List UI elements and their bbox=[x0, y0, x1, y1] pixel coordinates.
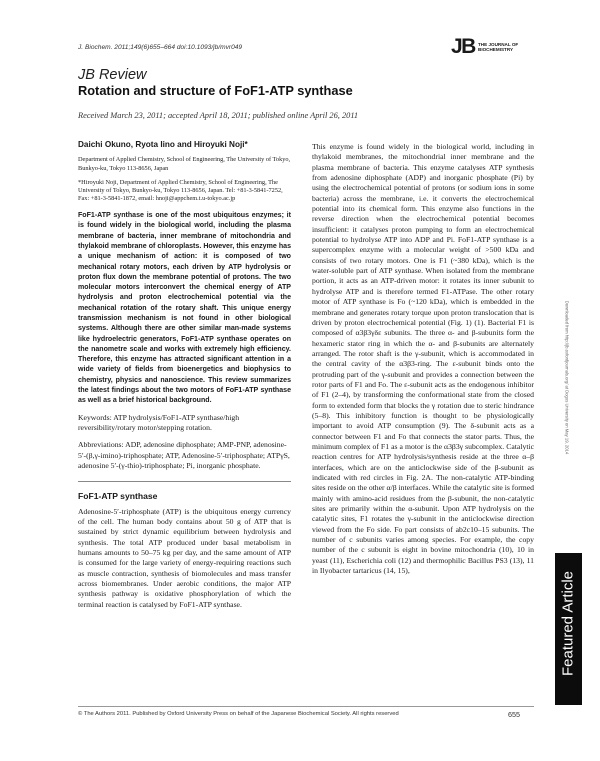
journal-citation: J. Biochem. 2011;149(6)655–664 doi:10.1093/jb/mvr049 bbox=[78, 44, 243, 51]
left-column bbox=[78, 140, 291, 610]
abbreviations: Abbreviations: ADP, adenosine diphosphate; AMP-PNP, adenosine-5′-(β,γ-imino)-triphosphate; ATP, Adenosine-5′-triphosphate; ATPγS, adenosine 5′-(γ-thio)-triphosphate; Pi, inorganic phosphate. bbox=[78, 440, 290, 471]
copyright-notice: © The Authors 2011. Published by Oxford University Press on behalf of the Japanese Biochemical Society. All rights reserved bbox=[78, 711, 399, 717]
footer-divider bbox=[78, 706, 534, 707]
abstract: FoF1-ATP synthase is one of the most ubiquitous enzymes; it is found widely in the biological world, including the plasma membrane of bacteria, inner membrane of mitochondria and thylakoid membrane of chloroplasts. However, this enzyme has a unique mechanism of action: it is composed of two mechanical rotary motors, each driven by ATP hydrolysis or proton flux down the membrane potential of protons. The two molecular motors interconvert the chemical energy of ATP hydrolysis and proton electrochemical potential via the mechanical rotation of the rotary shaft. This unique energy transmission mechanism is not found in other biological systems. Although there are other similar man-made systems like hydroelectric generators, FoF1-ATP synthase operates on the nanometre scale and works with extremely high efficiency. Therefore, this enzyme has attracted significant attention in a wide variety of fields from bioenergetics and biophysics to chemistry, physics and nanoscience. This review summarizes the latest findings about the two motors of FoF1-ATP synthase as well as a brief historical background. bbox=[78, 212, 291, 405]
section-body: Adenosine-5′-triphosphate (ATP) is the ubiquitous energy currency of the cell. The human body contains about 50 g of ATP that is sustained by strict dynamic equilibrium between hydrolysis and synthesis. The total ATP produced under basal metabolism in humans amounts to 50–75 kg per day, and the same amount of ATP is consumed for the large variety of energy-requiring reactions such as muscle contraction, synthesis of biomolecules and mass transfer across biomembranes. Under aerobic conditions, the major ATP synthesis pathway is oxidative phosphorylation of which the terminal reaction is catalysed by FoF1-ATP synthase. bbox=[78, 506, 291, 609]
right-column-body: This enzyme is found widely in the biological world, including in thylakoid membranes, the mitochondrial inner membrane and the plasma membrane of bacteria. This enzyme catalyses ATP synthesis from adenosine diphosphate (ADP) and inorganic phosphate (Pi) by using the electrochemical potential of protons (or sodium ions in some bacteria) across the membrane, i.e. it converts the electrochemical potential into its chemical form. This enzyme also functions in the reverse direction when the electrochemical potential becomes insufficient: it catalyses proton pumping to form an electrochemical potential to hydrolyse ATP into ADP and Pi. FoF1-ATP synthase is a supercomplex enzyme with a molecular weight of >500 kDa and consists of two rotary motors. One is F1 (~380 kDa), which is the water-soluble part of ATP synthase. When isolated from the membrane portion, it acts as an ATP-driven motor: it rotates its inner subunit to hydrolyse ATP and is therefore termed F1-ATPase. The other rotary motor of ATP synthase is Fo (~120 kDa), which is embedded in the membrane and generates rotary torque upon proton translocation that is driven by proton electrochemical potential (Fig. 1) (1). Bacterial F1 is composed of α3β3γδε subunits. The three α- and β-subunits form the hexameric stator ring in which the α- and β-subunits are alternately arranged. The rotor shaft is the γ-subunit, which is accommodated in the central cavity of the α3β3-ring. The ε-subunit binds onto the protruding part of the γ-subunit and provides a connection between the rotor parts of F1 and Fo. The ε-subunit acts as the endogenous inhibitor of F1 (2–4), by transforming the conformational state from the closed form to extended form that blocks the γ rotation due to steric hindrance (5–8). This inhibitory function is thought to be physiologically important to avoid ATP consumption (9). The δ-subunit acts as a connector between F1 and Fo that connects the stator parts. Thus, the minimum complex of F1 as a motor is the α3β3γ subcomplex. Catalytic reaction centres for ATP hydrolysis/synthesis reside at the three α–β interfaces, which are on the anticlockwise side of the β-subunit as indicated with red circles in Fig. 2A. The non-catalytic ATP-binding sites reside on the other α/β interfaces. While the catalytic site is formed mainly with amino-acid residues from the β-subunit, the non-catalytic sites are primarily within the α-subunit. Upon ATP hydrolysis on the catalytic sites, F1 rotates the γ-subunit in the anticlockwise direction viewed from the Fo side. Fo part consists of ab2c10–15 subunits. The number of c subunits varies among species. For example, the copy number of the c subunit is eight in bovine mitochondria (10), 10 in yeast (11), Escherichia coli (12) and thermophilic Bacillus PS3 (13), 11 in Ilyobacter tartaricus (14, 15), bbox=[312, 142, 534, 576]
right-column bbox=[312, 142, 534, 576]
section-divider bbox=[78, 481, 291, 482]
featured-article-ribbon bbox=[555, 553, 582, 705]
page-number: 655 bbox=[508, 710, 520, 719]
correspondence: *Hiroyuki Noji, Department of Applied Chemistry, School of Engineering, The University of Tokyo, Bunkyo-ku, Tokyo 113-8656, Japan. Tel: +81-3-5841-7252, Fax: +81-3-5841-1872, email: hnoji@appchem.t.u-tokyo.ac.jp bbox=[78, 178, 283, 202]
authors: Daichi Okuno, Ryota Iino and Hiroyuki Noji* bbox=[78, 140, 248, 149]
download-notice bbox=[562, 215, 571, 545]
article-type: JB Review bbox=[78, 67, 147, 83]
journal-logo bbox=[451, 36, 531, 58]
affiliation: Department of Applied Chemistry, School of Engineering, The University of Tokyo, Bunkyo-ku, Tokyo 113-8656, Japan bbox=[78, 156, 291, 172]
download-notice-text[interactable]: Downloaded from http://jb.oxfordjournals.org/ at Dogus University on May 19, 2014 bbox=[564, 300, 570, 455]
article-title: Rotation and structure of FoF1-ATP synthase bbox=[78, 83, 353, 98]
section-heading: FoF1-ATP synthase bbox=[78, 491, 158, 502]
keywords: Keywords: ATP hydrolysis/FoF1-ATP synthase/high reversibility/rotary motor/stepping rotation. bbox=[78, 412, 240, 433]
journal-logo-line2: BIOCHEMISTRY bbox=[478, 47, 514, 53]
featured-article-label: Featured Article bbox=[559, 570, 577, 677]
journal-logo-line1: THE JOURNAL OF bbox=[478, 42, 519, 47]
journal-logo-text bbox=[478, 42, 518, 52]
journal-logo-letters: JB bbox=[451, 35, 475, 58]
article-dates: Received March 23, 2011; accepted April 18, 2011; published online April 26, 2011 bbox=[78, 111, 359, 120]
